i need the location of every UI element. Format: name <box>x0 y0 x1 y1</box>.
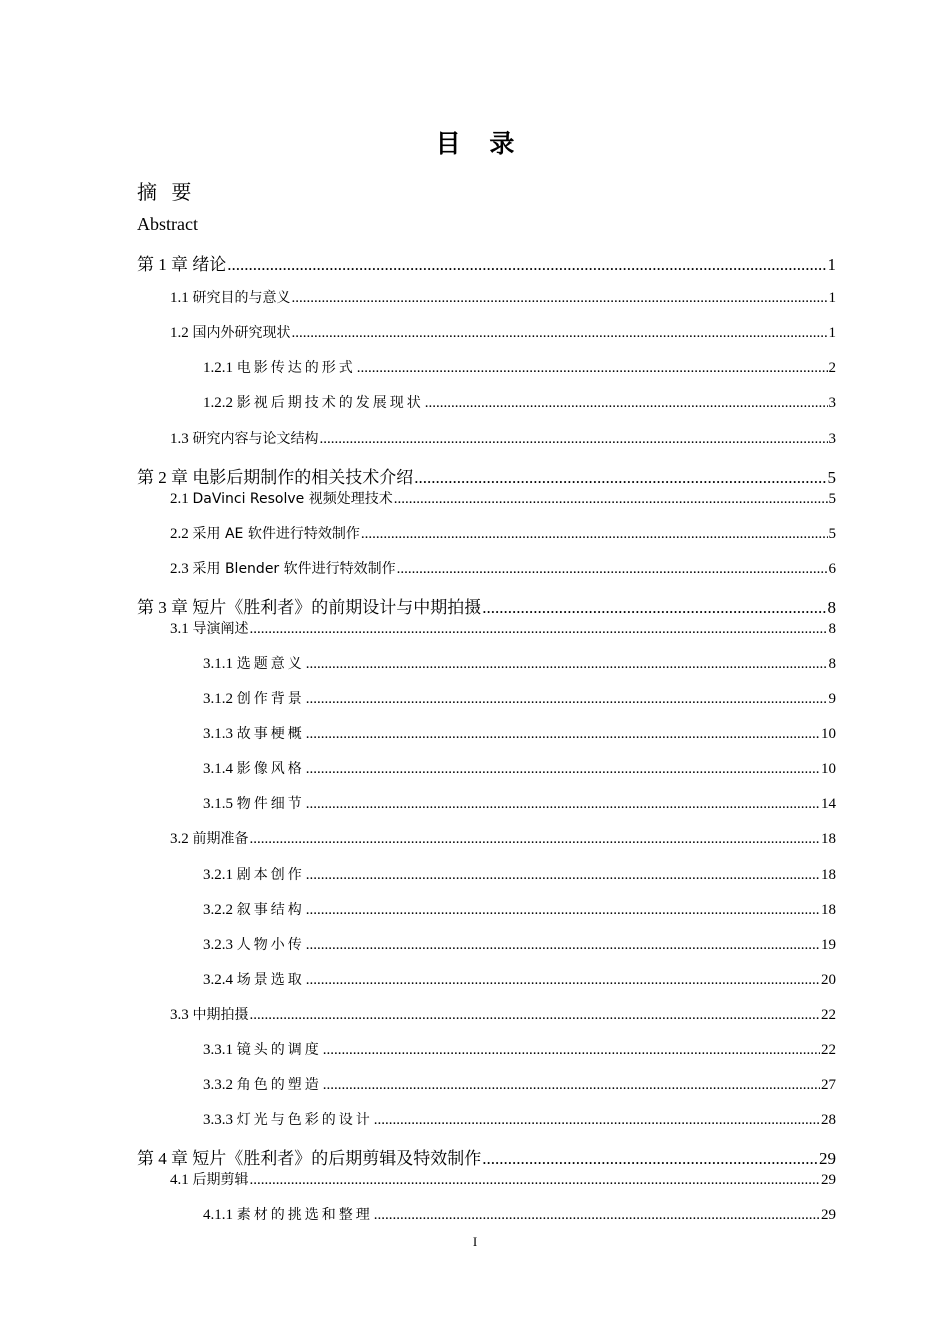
toc-leader-dots <box>482 1149 818 1169</box>
toc-entry-page: 8 <box>828 656 836 672</box>
toc-entry[interactable] <box>170 1169 836 1189</box>
toc-entry-page: 10 <box>821 761 836 777</box>
toc-leader-dots <box>306 867 820 884</box>
toc-leader-dots <box>374 1112 820 1129</box>
toc-entry[interactable] <box>203 793 836 813</box>
toc-entry[interactable] <box>137 1144 836 1169</box>
toc-leader-dots <box>306 726 820 743</box>
toc-entry[interactable] <box>203 688 836 708</box>
toc-entry-text: 人物小传 <box>236 937 305 953</box>
toc-entry-page: 3 <box>828 395 836 411</box>
toc-entry-title <box>170 558 396 578</box>
toc-entry-title <box>170 523 360 543</box>
toc-entry-title <box>203 653 305 673</box>
toc-entry-title <box>137 463 413 488</box>
toc-leader-dots <box>250 621 828 638</box>
toc-entry-text: 中期拍摄 <box>192 1007 249 1023</box>
toc-entry[interactable] <box>203 1109 836 1129</box>
toc-entry-page: 5 <box>827 468 836 487</box>
toc-entry[interactable] <box>170 488 836 508</box>
toc-leader-dots <box>306 796 820 813</box>
toc-leader-dots <box>306 972 820 989</box>
toc-entry[interactable] <box>170 322 836 342</box>
toc-entry-text: 影视后期技术的发展现状 <box>236 395 424 411</box>
toc-entry-page: 1 <box>828 290 836 306</box>
toc-entry-title <box>170 828 249 848</box>
toc-entry-text: 灯光与色彩的设计 <box>236 1112 373 1128</box>
toc-entry-title <box>203 688 305 708</box>
toc-entry-page: 9 <box>828 691 836 707</box>
toc-entry-number: 3.2 <box>170 831 189 847</box>
toc-entry-text: 电影传达的形式 <box>236 360 356 376</box>
toc-entry-number: 第 3 章 <box>137 598 188 617</box>
toc-entry-page: 29 <box>819 1149 836 1168</box>
toc-entry-page: 6 <box>828 561 836 577</box>
toc-entry-title <box>170 618 249 638</box>
toc-entry-title <box>203 758 305 778</box>
toc-leader-dots <box>227 255 826 275</box>
toc-entry-page: 8 <box>827 598 836 617</box>
toc-entry-text: 角色的塑造 <box>236 1077 322 1093</box>
toc-entry-title <box>170 287 291 307</box>
toc-entry-title <box>203 899 305 919</box>
toc-entry[interactable] <box>203 969 836 989</box>
toc-entry-number: 3.2.2 <box>203 902 233 918</box>
toc-leader-dots <box>292 290 828 307</box>
toc-entry[interactable] <box>203 758 836 778</box>
toc-entry-number: 3.3 <box>170 1007 189 1023</box>
toc-entry-number: 1.2.2 <box>203 395 233 411</box>
toc-entry-text: 故事梗概 <box>236 726 305 742</box>
toc-entry-number: 4.1 <box>170 1172 189 1188</box>
toc-entry-number: 第 2 章 <box>137 468 188 487</box>
toc-entry-title <box>170 322 291 342</box>
toc-entry-page: 20 <box>821 972 836 988</box>
toc-entry[interactable] <box>203 1204 836 1224</box>
toc-entry-page: 29 <box>821 1207 836 1223</box>
toc-entry-text: 素材的挑选和整理 <box>236 1207 373 1223</box>
toc-entry-number: 第 1 章 <box>137 255 188 274</box>
toc-entry-number: 1.2 <box>170 325 189 341</box>
toc-entry-page: 8 <box>828 621 836 637</box>
toc-entry-text: 后期剪辑 <box>192 1172 249 1188</box>
page-number: I <box>472 1234 478 1249</box>
toc-leader-dots <box>250 831 821 848</box>
toc-entry-text: 场景选取 <box>236 972 305 988</box>
toc-entry-page: 27 <box>821 1077 836 1093</box>
toc-entry-title <box>203 723 305 743</box>
toc-entry-number: 3.1.4 <box>203 761 233 777</box>
toc-entry-number: 1.2.1 <box>203 360 233 376</box>
toc-entry[interactable] <box>203 1039 836 1059</box>
toc-entry-page: 29 <box>821 1172 836 1188</box>
toc-entry-title <box>137 593 481 618</box>
toc-entry[interactable] <box>203 723 836 743</box>
toc-entry[interactable] <box>203 899 836 919</box>
toc-entry-title <box>203 1074 322 1094</box>
toc-leader-dots <box>306 937 820 954</box>
toc-entry-number: 3.3.3 <box>203 1112 233 1128</box>
toc-entry-page: 14 <box>821 796 836 812</box>
toc-entry-number: 2.3 <box>170 561 189 577</box>
toc-entry-number: 1.3 <box>170 431 189 447</box>
toc-entry-text: 短片《胜利者》的前期设计与中期拍摄 <box>192 598 482 618</box>
toc-entry-text: 采用 Blender 软件进行特效制作 <box>192 561 396 577</box>
toc-entry-title <box>203 793 305 813</box>
toc-entry[interactable] <box>137 463 836 488</box>
toc-entry-page: 28 <box>821 1112 836 1128</box>
toc-leader-dots <box>414 468 826 488</box>
toc-entry-text: 研究内容与论文结构 <box>192 431 319 447</box>
toc-entry-number: 第 4 章 <box>137 1149 188 1168</box>
toc-entry[interactable] <box>137 250 836 275</box>
toc-entry-number: 3.1.1 <box>203 656 233 672</box>
toc-entry-text: 导演阐述 <box>192 621 249 637</box>
toc-entry-text: DaVinci Resolve 视频处理技术 <box>192 491 393 507</box>
toc-entry-text: 影像风格 <box>236 761 305 777</box>
toc-entry-page: 10 <box>821 726 836 742</box>
toc-entry-number: 3.2.4 <box>203 972 233 988</box>
toc-leader-dots <box>306 691 828 708</box>
toc-entry-page: 5 <box>828 491 836 507</box>
toc-entry-number: 2.1 <box>170 491 189 507</box>
toc-entry-number: 3.1.2 <box>203 691 233 707</box>
toc-leader-dots <box>323 1042 820 1059</box>
toc-entry-title <box>137 1144 481 1169</box>
toc-entry-text: 国内外研究现状 <box>192 325 291 341</box>
toc-entry-page: 1 <box>827 255 836 274</box>
toc-entry-title <box>170 1169 249 1189</box>
toc-entry-title <box>170 1004 249 1024</box>
toc-entry[interactable] <box>170 558 836 578</box>
toc-leader-dots <box>292 325 828 342</box>
toc-entry[interactable] <box>170 1004 836 1024</box>
toc-entry-page: 18 <box>821 902 836 918</box>
toc-entry[interactable] <box>203 934 836 954</box>
toc-entry-text: 电影后期制作的相关技术介绍 <box>192 468 414 488</box>
toc-entry-page: 19 <box>821 937 836 953</box>
toc-entry-page: 18 <box>821 831 836 847</box>
toc-leader-dots <box>250 1007 821 1024</box>
toc-entry[interactable] <box>170 618 836 638</box>
toc-entry[interactable] <box>203 653 836 673</box>
toc-leader-dots <box>425 395 828 412</box>
toc-entry-title <box>203 357 356 377</box>
toc-entry-title <box>203 864 305 884</box>
toc-entry-text: 绪论 <box>192 255 227 275</box>
toc-entry-number: 3.1 <box>170 621 189 637</box>
toc-entry-page: 5 <box>828 526 836 542</box>
toc-leader-dots <box>306 761 820 778</box>
toc-entry-text: 剧本创作 <box>236 867 305 883</box>
toc-leader-dots <box>306 902 820 919</box>
toc-entry-number: 2.2 <box>170 526 189 542</box>
toc-entry[interactable] <box>170 828 836 848</box>
toc-leader-dots <box>250 1172 821 1189</box>
toc-entry-title <box>203 1109 373 1129</box>
toc-entry[interactable] <box>170 523 836 543</box>
toc-entry-text: 选题意义 <box>236 656 305 672</box>
toc-entry-number: 3.1.5 <box>203 796 233 812</box>
toc-entry[interactable] <box>203 392 836 412</box>
toc-entry-title <box>203 1039 322 1059</box>
toc-entry-number: 4.1.1 <box>203 1207 233 1223</box>
toc-leader-dots <box>361 526 828 543</box>
toc-leader-dots <box>306 656 828 673</box>
toc-entry-page: 1 <box>828 325 836 341</box>
toc-leader-dots <box>357 360 828 377</box>
toc-entry-title <box>203 969 305 989</box>
toc-entry-page: 18 <box>821 867 836 883</box>
toc-entry-title <box>203 392 424 412</box>
toc-entry-number: 3.3.1 <box>203 1042 233 1058</box>
toc-leader-dots <box>323 1077 820 1094</box>
toc-entry-number: 3.2.1 <box>203 867 233 883</box>
toc-leader-dots <box>394 491 828 508</box>
toc-entry-text: 短片《胜利者》的后期剪辑及特效制作 <box>192 1149 482 1169</box>
toc-entry-number: 3.2.3 <box>203 937 233 953</box>
toc-entry-number: 3.1.3 <box>203 726 233 742</box>
toc-entry[interactable] <box>137 593 836 618</box>
toc-entry-page: 2 <box>828 360 836 376</box>
toc-entry-title <box>137 250 226 275</box>
toc-entry[interactable] <box>203 1074 836 1094</box>
toc-entry-number: 1.1 <box>170 290 189 306</box>
toc-entry-text: 镜头的调度 <box>236 1042 322 1058</box>
toc-entry[interactable] <box>170 287 836 307</box>
toc-entry-text: 叙事结构 <box>236 902 305 918</box>
toc-entry-number: 3.3.2 <box>203 1077 233 1093</box>
toc-entry-text: 物件细节 <box>236 796 305 812</box>
toc-title: 目 录 <box>435 129 525 158</box>
toc-entry-text: 采用 AE 软件进行特效制作 <box>192 526 360 542</box>
toc-entry-title <box>203 1204 373 1224</box>
toc-entry-text: 研究目的与意义 <box>192 290 291 306</box>
toc-entry[interactable] <box>170 428 836 448</box>
toc-leader-dots <box>482 598 826 618</box>
toc-entry[interactable] <box>203 864 836 884</box>
toc-leader-dots <box>374 1207 820 1224</box>
toc-entry-text: 前期准备 <box>192 831 249 847</box>
toc-leader-dots <box>397 561 828 578</box>
toc-entry-page: 3 <box>828 431 836 447</box>
toc-entry-title <box>203 934 305 954</box>
toc-entry-page: 22 <box>821 1042 836 1058</box>
toc-entry-title <box>170 488 393 508</box>
toc-entry-page: 22 <box>821 1007 836 1023</box>
toc-front-abstract-cn[interactable]: 摘 要 <box>137 180 196 204</box>
toc-entry-title <box>170 428 319 448</box>
toc-front-abstract-en[interactable]: Abstract <box>137 214 198 234</box>
toc-entry[interactable] <box>203 357 836 377</box>
toc-leader-dots <box>320 431 828 448</box>
toc-entry-text: 创作背景 <box>236 691 305 707</box>
